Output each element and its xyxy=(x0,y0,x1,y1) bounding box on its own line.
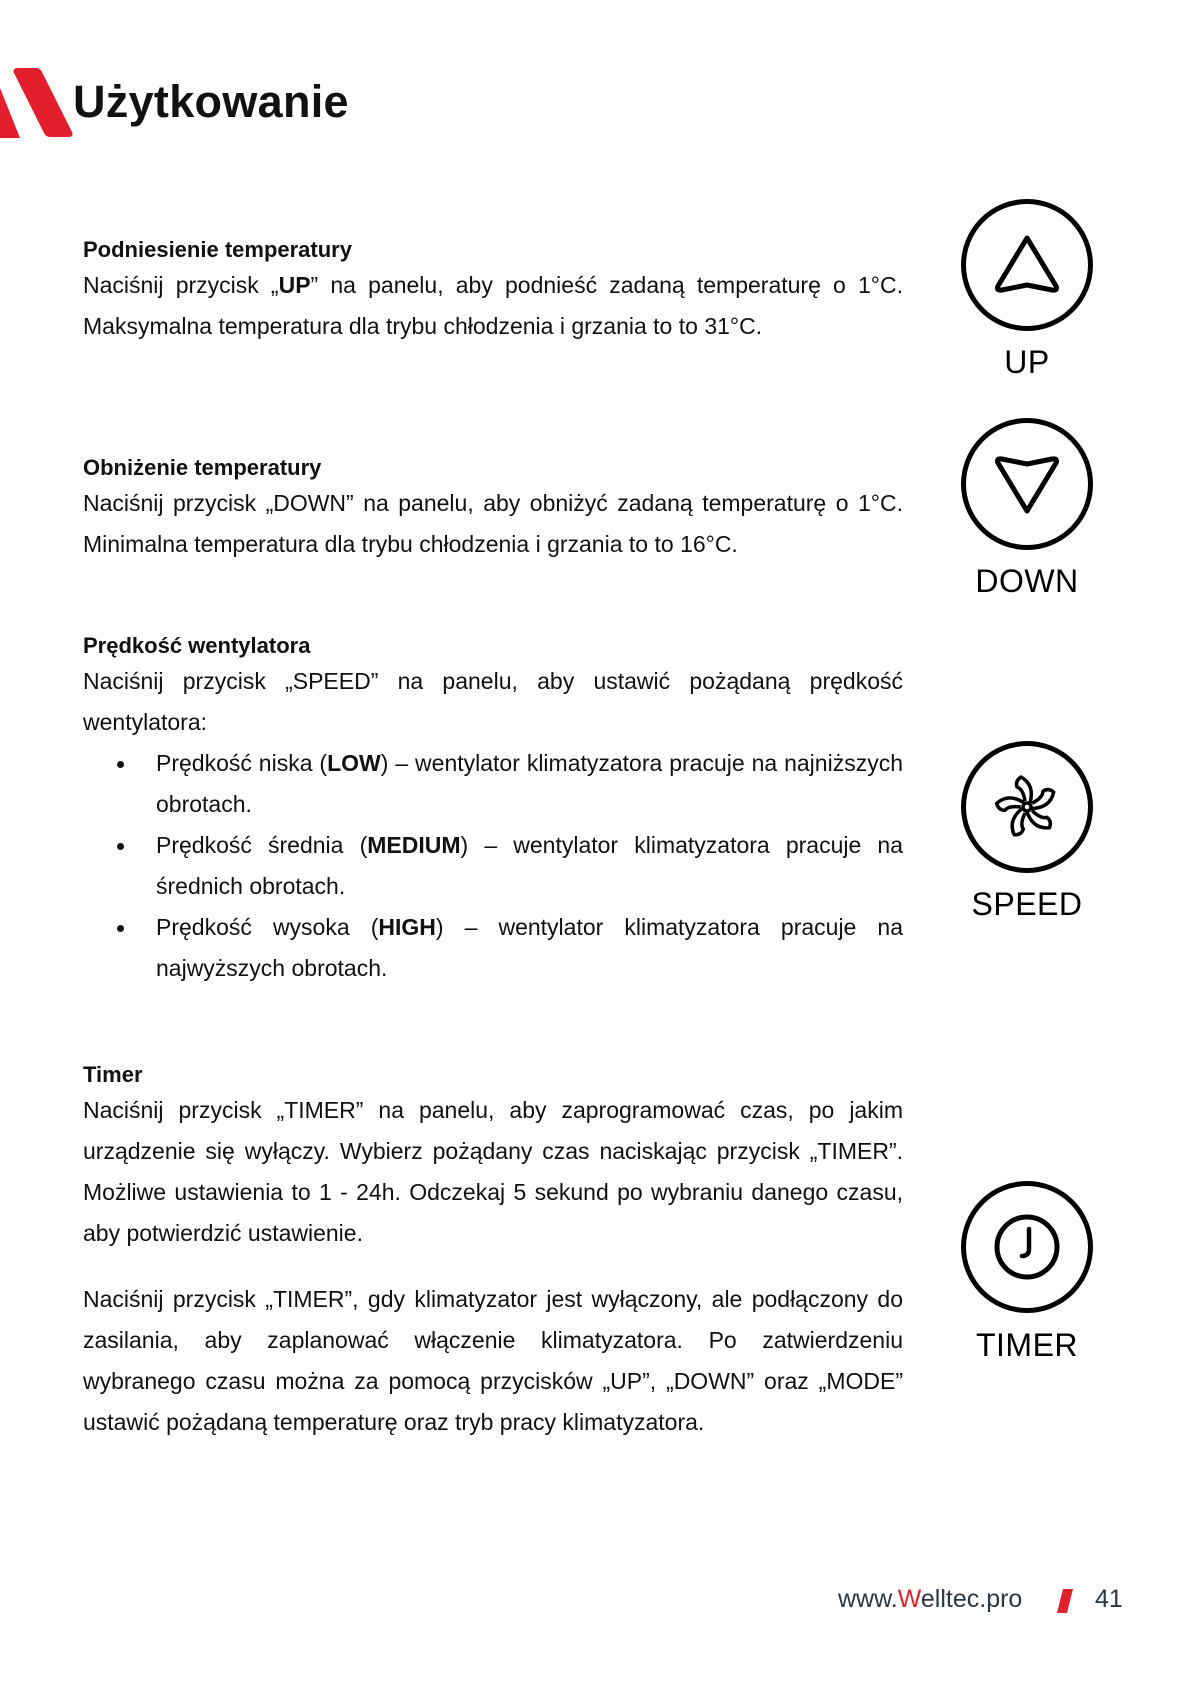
text-fragment: Prędkość niska ( xyxy=(156,750,328,776)
text-bold: HIGH xyxy=(378,914,436,940)
footer-slash-mark xyxy=(1057,1589,1073,1613)
text-fragment: Prędkość wysoka ( xyxy=(156,914,379,940)
text-bold: MEDIUM xyxy=(367,832,461,858)
page-title: Użytkowanie xyxy=(73,76,349,127)
list-item xyxy=(156,743,903,825)
section-heading: Prędkość wentylatora xyxy=(83,633,311,658)
timer-label: TIMER xyxy=(975,1327,1079,1363)
section-text: Naciśnij przycisk „DOWN” na panelu, aby obniżyć zadaną temperaturę o 1°C. Minimalna temperatura dla trybu chłodzenia i grzania to to 16°C. xyxy=(83,490,903,557)
text-fragment: W xyxy=(897,1585,921,1613)
text-fragment: elltec.pro xyxy=(920,1585,1023,1613)
text-fragment: ) – wentylator klimatyzatora pracuje na najwyższych obrotach. xyxy=(156,914,903,981)
speed-label: SPEED xyxy=(971,886,1083,922)
fan-icon xyxy=(992,772,1062,842)
triangle-down-icon xyxy=(992,449,1062,519)
list-item xyxy=(156,825,903,907)
section-temperature-down xyxy=(83,453,903,565)
footer-website-link[interactable] xyxy=(838,1585,1022,1614)
section-heading: Podniesienie temperatury xyxy=(83,237,352,262)
section-text: Naciśnij przycisk „TIMER”, gdy klimatyzator jest wyłączony, ale podłączony do zasilania, aby zaplanować włączenie klimatyzatora. Po zatwierdzeniu wybranego czasu można za pomocą przycisków „UP”, „DOWN” oraz „MODE” ustawić pożądaną temperaturę oraz tryb pracy klimatyzatora. xyxy=(83,1286,903,1435)
brand-logo-mark xyxy=(0,66,74,138)
text-bold: LOW xyxy=(327,750,381,776)
text-fragment: ) – wentylator klimatyzatora pracuje na najniższych obrotach. xyxy=(156,750,903,817)
section-text: Naciśnij przycisk „SPEED” na panelu, aby ustawić pożądaną prędkość wentylatora: xyxy=(83,668,903,735)
section-temperature-up xyxy=(83,235,903,347)
section-text: Naciśnij przycisk „TIMER” na panelu, aby zaprogramować czas, po jakim urządzenie się wyłączy. Wybierz pożądany czas naciskając przycisk „TIMER”. Możliwe ustawienia to 1 - 24h. Odczekaj 5 sekund po wybraniu danego czasu, aby potwierdzić ustawienie. xyxy=(83,1097,903,1246)
page-number: 41 xyxy=(1095,1585,1123,1613)
text-bold: UP xyxy=(278,272,311,298)
section-heading: Timer xyxy=(83,1062,143,1087)
speed-list xyxy=(83,743,903,989)
section-timer xyxy=(83,1060,903,1443)
text-fragment: ) – wentylator klimatyzatora pracuje na średnich obrotach. xyxy=(156,832,903,899)
text-fragment: ” na panelu, aby podnieść zadaną temperaturę o 1°C. Maksymalna temperatura dla trybu chłodzenia i grzania to to 31°C. xyxy=(83,272,904,339)
section-text xyxy=(83,265,903,347)
text-fragment: www. xyxy=(838,1585,898,1613)
timer-button-illustration xyxy=(961,1181,1093,1313)
section-heading: Obniżenie temperatury xyxy=(83,455,322,480)
text-fragment: Naciśnij przycisk „ xyxy=(83,272,279,298)
up-button-illustration xyxy=(961,199,1093,331)
section-fan-speed xyxy=(83,631,903,989)
speed-button-illustration xyxy=(961,741,1093,873)
text-fragment: Prędkość średnia ( xyxy=(156,832,368,858)
triangle-up-icon xyxy=(992,230,1062,300)
clock-icon xyxy=(992,1212,1062,1282)
down-button-illustration xyxy=(961,418,1093,550)
up-label: UP xyxy=(1004,344,1050,380)
down-label: DOWN xyxy=(975,563,1079,599)
list-item xyxy=(156,907,903,989)
